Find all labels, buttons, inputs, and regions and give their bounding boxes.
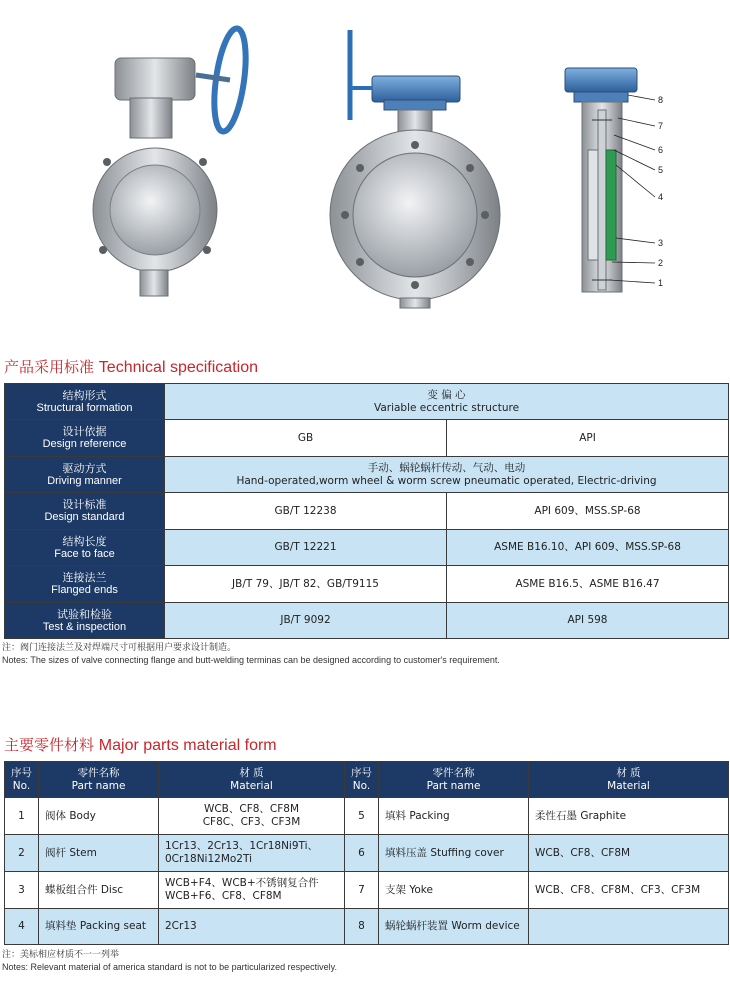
spec-row-label: 设计标准 Design standard <box>5 493 165 530</box>
valve-front-view <box>330 30 500 308</box>
part-name: 填料垫 Packing seat <box>39 909 159 945</box>
part-name: 阀体 Body <box>39 798 159 835</box>
spec-note-cn: 注：阀门连接法兰及对焊端尺寸可根据用户要求设计制造。 <box>2 643 237 653</box>
part-material <box>529 909 729 945</box>
part-material: WCB、CF8、CF8M CF8C、CF3、CF3M <box>159 798 345 835</box>
valve-section-view <box>565 68 637 292</box>
spec-api-value: ASME B16.10、API 609、MSS.SP-68 <box>447 530 729 566</box>
parts-row <box>5 909 729 945</box>
parts-section-title <box>4 734 277 755</box>
valve-illustrations <box>0 0 730 330</box>
part-material: 柔性石墨 Graphite <box>529 798 729 835</box>
parts-title-cn: 主要零件材料 <box>4 736 95 754</box>
part-material: 1Cr13、2Cr13、1Cr18Ni9Ti、 0Cr18Ni12Mo2Ti <box>159 835 345 872</box>
header-part-name: 零件名称 Part name <box>39 762 159 798</box>
part-name: 蝶板组合件 Disc <box>39 872 159 909</box>
part-material: WCB+F4、WCB+不锈钢复合件 WCB+F6、CF8、CF8M <box>159 872 345 909</box>
callout-8: 8 <box>658 95 664 105</box>
part-name: 蜗轮蜗杆装置 Worm device <box>379 909 529 945</box>
spec-api-value: API <box>447 420 729 457</box>
valve-photo-perspective <box>93 27 251 296</box>
callout-3: 3 <box>658 238 664 248</box>
callout-1: 1 <box>658 278 664 288</box>
part-no: 3 <box>5 872 39 909</box>
part-no: 7 <box>345 872 379 909</box>
spec-api-value: API 609、MSS.SP-68 <box>447 493 729 530</box>
spec-api-value: ASME B16.5、ASME B16.47 <box>447 566 729 603</box>
parts-title-en: Major parts material form <box>98 737 277 754</box>
part-no: 6 <box>345 835 379 872</box>
callout-4: 4 <box>658 192 664 202</box>
spec-gb-value: GB/T 12221 <box>165 530 447 566</box>
header-no: 序号 No. <box>345 762 379 798</box>
parts-note <box>2 949 337 973</box>
part-material: 2Cr13 <box>159 909 345 945</box>
spec-row-label: 驱动方式 Driving manner <box>5 457 165 493</box>
callout-6: 6 <box>658 145 664 155</box>
part-name: 填料 Packing <box>379 798 529 835</box>
parts-row <box>5 835 729 872</box>
spec-row-label: 设计依据 Design reference <box>5 420 165 457</box>
spec-row <box>5 603 729 639</box>
spec-row-value: 变 偏 心 Variable eccentric structure <box>165 384 729 420</box>
spec-row <box>5 420 729 457</box>
spec-title-cn: 产品采用标准 <box>4 358 95 376</box>
spec-row <box>5 384 729 420</box>
spec-note <box>2 642 500 666</box>
part-no: 5 <box>345 798 379 835</box>
spec-row-value: 手动、蜗轮蜗杆传动、气动、电动 Hand-operated,worm wheel & worm screw pneumatic operated, Electric-driving <box>165 457 729 493</box>
part-no: 8 <box>345 909 379 945</box>
header-material: 材 质 Material <box>159 762 345 798</box>
spec-gb-value: GB <box>165 420 447 457</box>
spec-title-en: Technical specification <box>98 359 258 376</box>
spec-row-label: 连接法兰 Flanged ends <box>5 566 165 603</box>
parts-header-row <box>5 762 729 798</box>
parts-row <box>5 872 729 909</box>
spec-row <box>5 530 729 566</box>
part-no: 2 <box>5 835 39 872</box>
spec-api-value: API 598 <box>447 603 729 639</box>
part-name: 阀杆 Stem <box>39 835 159 872</box>
spec-table <box>4 383 729 639</box>
parts-note-cn: 注：美标相应材质不一一列举 <box>2 950 120 960</box>
spec-row <box>5 457 729 493</box>
spec-gb-value: JB/T 79、JB/T 82、GB/T9115 <box>165 566 447 603</box>
parts-note-en: Notes: Relevant material of america standard is not to be particularized respectively. <box>2 962 337 972</box>
callout-numbers <box>658 95 663 288</box>
header-part-name: 零件名称 Part name <box>379 762 529 798</box>
spec-row <box>5 566 729 603</box>
callout-2: 2 <box>658 258 664 268</box>
spec-row-label: 结构形式 Structural formation <box>5 384 165 420</box>
part-no: 4 <box>5 909 39 945</box>
spec-note-en: Notes: The sizes of valve connecting flange and butt-welding terminas can be designed according to customer's requirement. <box>2 655 500 665</box>
part-material: WCB、CF8、CF8M、CF3、CF3M <box>529 872 729 909</box>
spec-row <box>5 493 729 530</box>
part-no: 1 <box>5 798 39 835</box>
spec-gb-value: GB/T 12238 <box>165 493 447 530</box>
callout-7: 7 <box>658 121 664 131</box>
spec-row-label: 试验和检验 Test & inspection <box>5 603 165 639</box>
spec-row-label: 结构长度 Face to face <box>5 530 165 566</box>
parts-table <box>4 761 729 945</box>
part-material: WCB、CF8、CF8M <box>529 835 729 872</box>
spec-gb-value: JB/T 9092 <box>165 603 447 639</box>
part-name: 填料压盖 Stuffing cover <box>379 835 529 872</box>
callout-5: 5 <box>658 165 664 175</box>
spec-section-title <box>4 356 258 377</box>
part-name: 支架 Yoke <box>379 872 529 909</box>
header-material: 材 质 Material <box>529 762 729 798</box>
parts-row <box>5 798 729 835</box>
header-no: 序号 No. <box>5 762 39 798</box>
